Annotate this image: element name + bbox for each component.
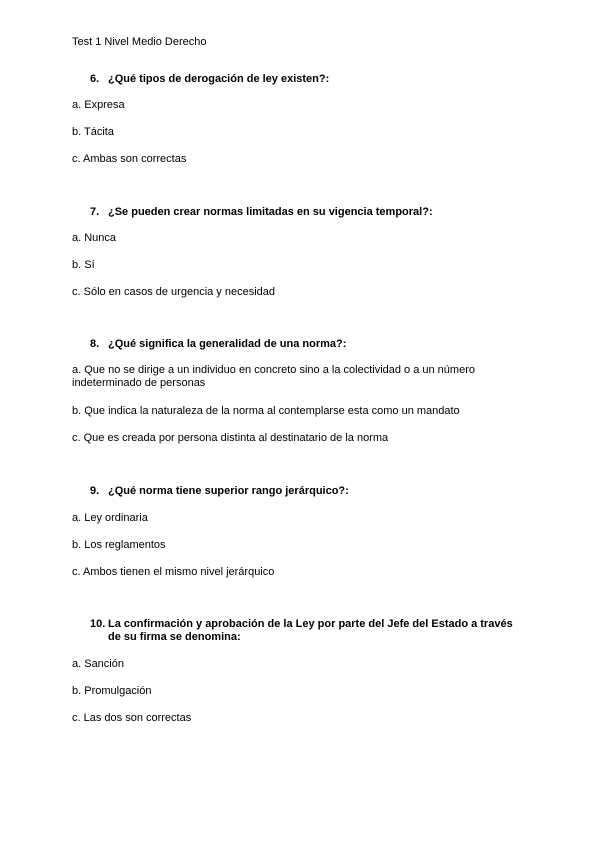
question-8-option-b: b. Que indica la naturaleza de la norma al contemplarse esta como un mandato: [72, 405, 460, 417]
question-9-option-c: c. Ambos tienen el mismo nivel jerárquico: [72, 566, 275, 578]
question-6-option-a: a. Expresa: [72, 99, 125, 111]
question-7-option-a: a. Nunca: [72, 232, 117, 244]
question-6-option-c: c. Ambas son correctas: [72, 153, 187, 165]
question-text: ¿Qué significa la generalidad de una norma?:: [108, 338, 347, 350]
question-number: 7.: [90, 206, 100, 218]
question-text: ¿Qué norma tiene superior rango jerárquico?:: [108, 485, 349, 497]
question-7-option-c: c. Sólo en casos de urgencia y necesidad: [72, 286, 276, 298]
question-7-option-b: b. Sí: [72, 259, 95, 271]
question-10-option-a: a. Sanción: [72, 658, 124, 670]
page-header: Test 1 Nivel Medio Derecho: [72, 36, 207, 48]
question-9-title: [90, 485, 520, 498]
question-8-title: [90, 338, 520, 351]
question-8-option-c: c. Que es creada por persona distinta al destinatario de la norma: [72, 432, 389, 444]
question-text: La confirmación y aprobación de la Ley por parte del Jefe del Estado a través de su firma se denomina:: [108, 618, 513, 643]
question-10-option-b: b. Promulgación: [72, 685, 152, 697]
question-6-option-b: b. Tácita: [72, 126, 114, 138]
question-text: ¿Se pueden crear normas limitadas en su vigencia temporal?:: [108, 206, 433, 218]
question-9-option-a: a. Ley ordinaria: [72, 512, 148, 524]
question-10-title: [90, 618, 520, 644]
question-number: 9.: [90, 485, 100, 497]
question-number: 8.: [90, 338, 100, 350]
question-10-option-c: c. Las dos son correctas: [72, 712, 192, 724]
question-7-title: [90, 206, 520, 219]
question-9-option-b: b. Los reglamentos: [72, 539, 166, 551]
question-number: 10.: [90, 618, 106, 630]
question-6-title: [90, 73, 520, 86]
question-text: ¿Qué tipos de derogación de ley existen?:: [108, 73, 330, 85]
question-8-option-a: a. Que no se dirige a un individuo en concreto sino a la colectividad o a un número indeterminado de personas: [72, 364, 475, 389]
question-number: 6.: [90, 73, 100, 85]
